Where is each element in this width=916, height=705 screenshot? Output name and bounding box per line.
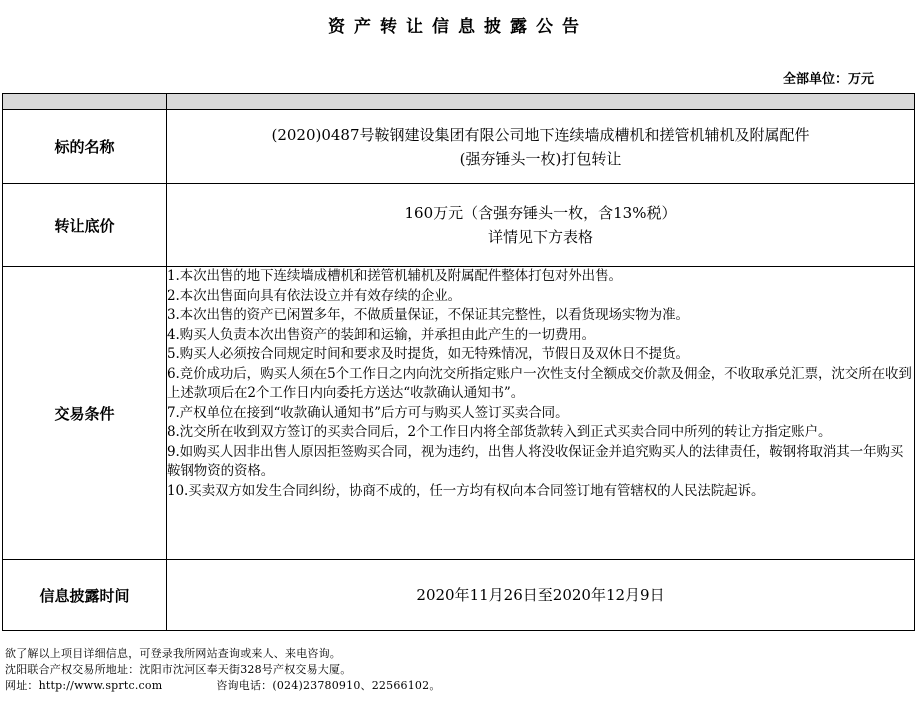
condition-item: 8.沈交所在收到双方签订的买卖合同后，2个工作日内将全部货款转入到正式买卖合同中所列的转让方指定账户。 xyxy=(167,424,832,440)
reserve-price-line1: 160万元（含强夯锤头一枚，含13%税） xyxy=(404,204,677,222)
page-title: 资产转让信息披露公告 xyxy=(328,17,588,37)
conditions-list xyxy=(167,267,915,560)
table-header-row xyxy=(3,94,915,110)
footer-phone: 咨询电话：(024)23780910、22566102。 xyxy=(216,679,441,692)
asset-name-line2: (强夯锤头一枚)打包转让 xyxy=(459,149,622,168)
condition-item: 6.竞价成功后，购买人须在5个工作日之内向沈交所指定账户一次性支付全额成交价款及佣金，不收取承兑汇票，沈交所在收到上述款项后在2个工作日内向委托方送达“收款确认通知书”。 xyxy=(167,365,912,401)
asset-name-label: 标的名称 xyxy=(3,110,167,184)
reserve-price-value xyxy=(167,184,915,267)
condition-item: 7.产权单位在接到“收款确认通知书”后方可与购买人签订买卖合同。 xyxy=(167,404,569,421)
footer-website: 网址：http://www.sprtc.com xyxy=(5,679,163,692)
table-row-reserve-price xyxy=(3,184,915,267)
table-row-conditions xyxy=(3,267,915,560)
announcement-table xyxy=(2,93,915,631)
condition-item: 9.如购买人因非出售人原因拒签购买合同，视为违约，出售人将没收保证金并追究购买人的法律责任，鞍钢将取消其一年购买鞍钢物资的资格。 xyxy=(167,443,904,479)
condition-item: 10.买卖双方如发生合同纠纷，协商不成的，任一方均有权向本合同签订地有管辖权的人民法院起诉。 xyxy=(167,482,765,499)
footer xyxy=(5,646,441,694)
asset-name-line1: (2020)0487号鞍钢建设集团有限公司地下连续墙成槽机和搓管机辅机及附属配件 xyxy=(271,125,810,144)
footer-address: 沈阳联合产权交易所地址：沈阳市沈河区奉天街328号产权交易大厦。 xyxy=(5,663,352,676)
condition-item: 2.本次出售面向具有依法设立并有效存续的企业。 xyxy=(167,287,462,304)
condition-item: 1.本次出售的地下连续墙成槽机和搓管机辅机及附属配件整体打包对外出售。 xyxy=(167,268,622,284)
condition-item: 3.本次出售的资产已闲置多年，不做质量保证，不保证其完整性，以看货现场实物为准。 xyxy=(167,307,689,323)
condition-item: 4.购买人负责本次出售资产的装卸和运输，并承担由此产生的一切费用。 xyxy=(167,326,596,343)
disclosure-time-label: 信息披露时间 xyxy=(3,560,167,631)
conditions-label: 交易条件 xyxy=(3,267,167,560)
unit-label: 全部单位：万元 xyxy=(782,72,874,87)
reserve-price-label: 转让底价 xyxy=(3,184,167,267)
table-row-disclosure-time xyxy=(3,560,915,631)
disclosure-time-value: 2020年11月26日至2020年12月9日 xyxy=(167,560,915,631)
condition-item: 5.购买人必须按合同规定时间和要求及时提货，如无特殊情况，节假日及双休日不提货。 xyxy=(167,346,689,362)
header-cell-left xyxy=(3,94,167,110)
asset-name-value xyxy=(167,110,915,184)
table-row-asset-name xyxy=(3,110,915,184)
footer-contact-line xyxy=(5,678,441,694)
reserve-price-line2: 详情见下方表格 xyxy=(487,228,593,246)
footer-inquiry-note: 欲了解以上项目详细信息，可登录我所网站查询或来人、来电咨询。 xyxy=(5,647,341,660)
header-cell-right xyxy=(167,94,915,110)
